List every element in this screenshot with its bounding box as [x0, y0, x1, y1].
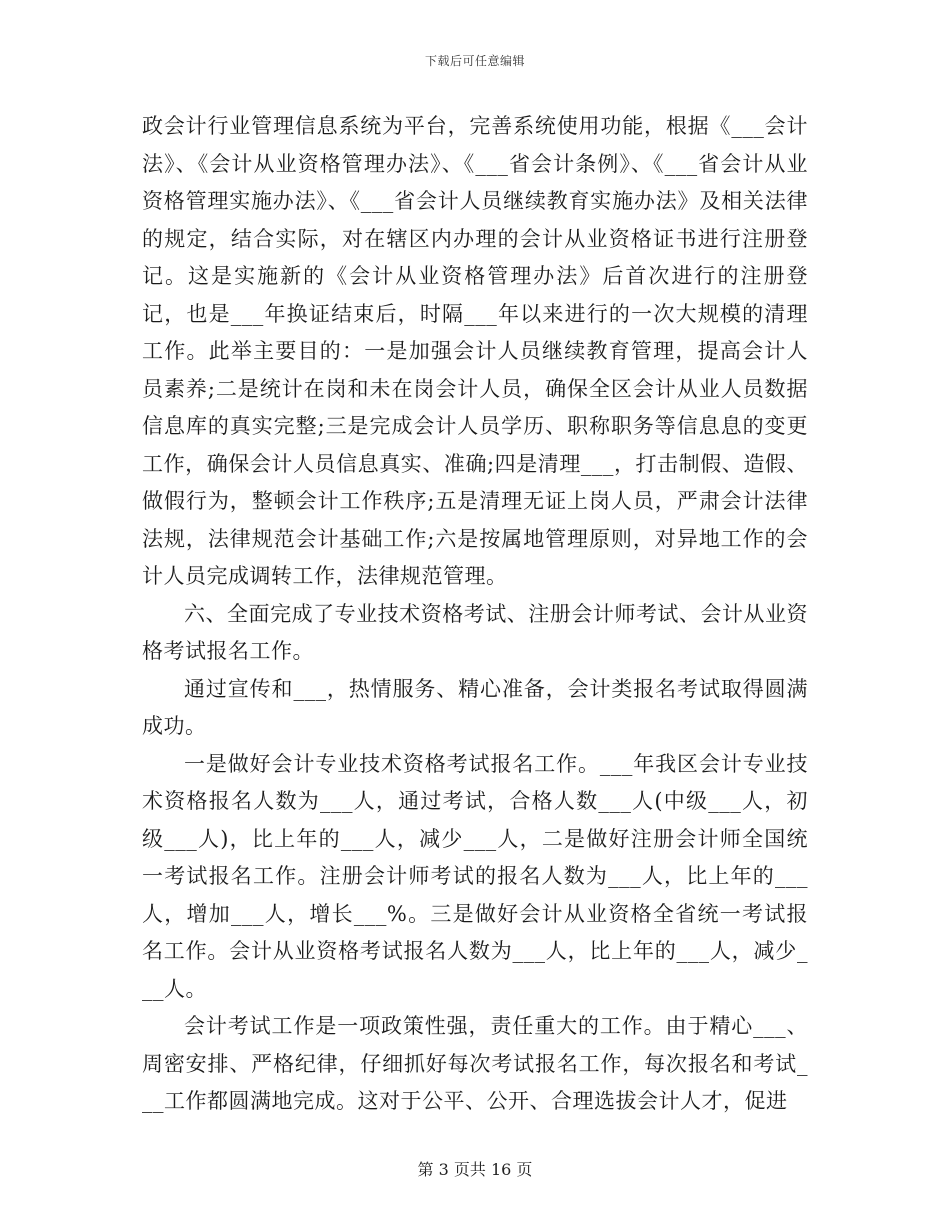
page-header-note: 下载后可任意编辑	[424, 54, 525, 68]
page-number-footer: 第 3 页共 16 页	[417, 1160, 533, 1179]
paragraph-section-six-heading: 六、全面完成了专业技术资格考试、注册会计师考试、会计从业资格考试报名工作。	[142, 601, 808, 663]
document-body	[142, 108, 808, 1121]
paragraph-exam-work-summary: 会计考试工作是一项政策性强，责任重大的工作。由于精心___、周密安排、严格纪律，仔细抓好每次考试报名工作，每次报名和考试___工作都圆满地完成。这对于公平、公开、合理选拔会计人才，促进	[142, 1014, 808, 1113]
paragraph-registration-cleanup: 政会计行业管理信息系统为平台，完善系统使用功能，根据《___会计法》、《会计从业资格管理办法》、《___省会计条例》、《___省会计从业资格管理实施办法》、《___省会计人员继续教育实施办法》及相关法律的规定，结合实际，对在辖区内办理的会计从业资格证书进行注册登记。这是实施新的《会计从业资格管理办法》后首次进行的注册登记，也是___年换证结束后，时隔___年以来进行的一次大规模的清理工作。此举主要目的：一是加强会计人员继续教育管理，提高会计人员素养;二是统计在岗和未在岗会计人员，确保全区会计从业人员数据信息库的真实完整;三是完成会计人员学历、职称职务等信息息的变更工作，确保会计人员信息真实、准确;四是清理___，打击制假、造假、做假行为，整顿会计工作秩序;五是清理无证上岗人员，严肃会计法律法规，法律规范会计基础工作;六是按属地管理原则，对异地工作的会计人员完成调转工作，法律规范管理。	[142, 114, 808, 588]
paragraph-exam-registration-stats: 一是做好会计专业技术资格考试报名工作。___年我区会计专业技术资格报名人数为___人，通过考试，合格人数___人(中级___人，初级___人)，比上年的___人，减少___人，二是做好注册会计师全国统一考试报名工作。注册会计师考试的报名人数为___人，比上年的___人，增加___人，增长___%。三是做好会计从业资格全省统一考试报名工作。会计从业资格考试报名人数为___人，比上年的___人，减少___人。	[142, 751, 808, 1001]
paragraph-publicity-success: 通过宣传和___，热情服务、精心准备，会计类报名考试取得圆满成功。	[142, 676, 808, 738]
